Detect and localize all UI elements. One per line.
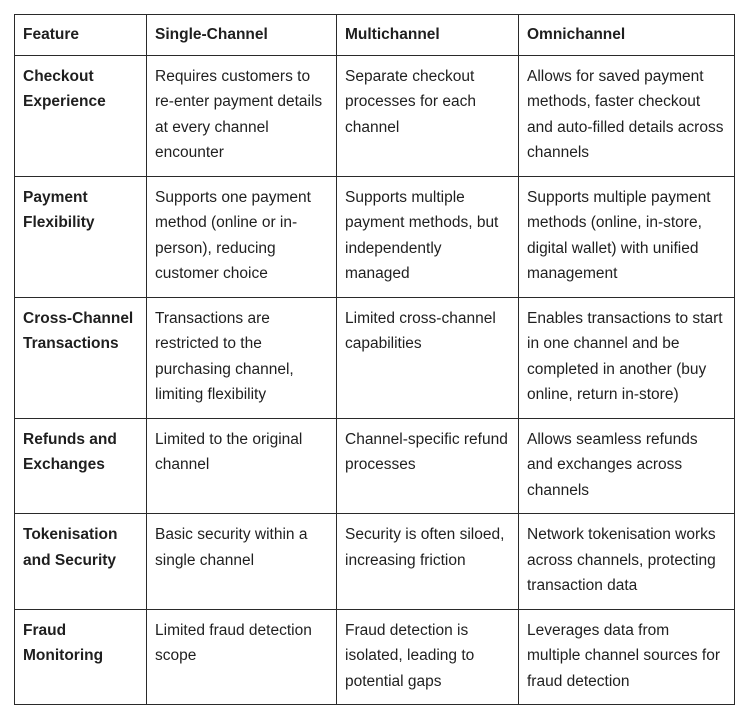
single-channel-cell: Requires customers to re-enter payment details at every channel encounter (147, 55, 337, 176)
omnichannel-cell: Allows for saved payment methods, faster checkout and auto-filled details across channels (519, 55, 735, 176)
omnichannel-cell: Allows seamless refunds and exchanges across channels (519, 418, 735, 514)
multichannel-cell: Supports multiple payment methods, but independently managed (337, 176, 519, 297)
omnichannel-cell: Network tokenisation works across channels, protecting transaction data (519, 514, 735, 610)
multichannel-cell: Channel-specific refund processes (337, 418, 519, 514)
single-channel-cell: Basic security within a single channel (147, 514, 337, 610)
feature-cell: Fraud Monitoring (15, 609, 147, 705)
table-row (15, 609, 735, 705)
feature-cell: Cross-Channel Transactions (15, 297, 147, 418)
header-multichannel: Multichannel (337, 15, 519, 56)
table-header (15, 15, 735, 56)
table-row (15, 297, 735, 418)
multichannel-cell: Security is often siloed, increasing friction (337, 514, 519, 610)
header-omnichannel: Omnichannel (519, 15, 735, 56)
table-row (15, 514, 735, 610)
single-channel-cell: Limited to the original channel (147, 418, 337, 514)
table-row (15, 55, 735, 176)
single-channel-cell: Limited fraud detection scope (147, 609, 337, 705)
table-row (15, 418, 735, 514)
feature-cell: Refunds and Exchanges (15, 418, 147, 514)
single-channel-cell: Supports one payment method (online or in-person), reducing customer choice (147, 176, 337, 297)
omnichannel-cell: Enables transactions to start in one channel and be completed in another (buy online, return in-store) (519, 297, 735, 418)
multichannel-cell: Fraud detection is isolated, leading to potential gaps (337, 609, 519, 705)
table-body (15, 55, 735, 705)
table-row (15, 176, 735, 297)
header-row (15, 15, 735, 56)
single-channel-cell: Transactions are restricted to the purchasing channel, limiting flexibility (147, 297, 337, 418)
feature-cell: Tokenisation and Security (15, 514, 147, 610)
feature-cell: Checkout Experience (15, 55, 147, 176)
multichannel-cell: Separate checkout processes for each channel (337, 55, 519, 176)
comparison-table (14, 14, 735, 705)
omnichannel-cell: Supports multiple payment methods (online, in-store, digital wallet) with unified management (519, 176, 735, 297)
header-feature: Feature (15, 15, 147, 56)
header-single-channel: Single-Channel (147, 15, 337, 56)
feature-cell: Payment Flexibility (15, 176, 147, 297)
omnichannel-cell: Leverages data from multiple channel sources for fraud detection (519, 609, 735, 705)
multichannel-cell: Limited cross-channel capabilities (337, 297, 519, 418)
